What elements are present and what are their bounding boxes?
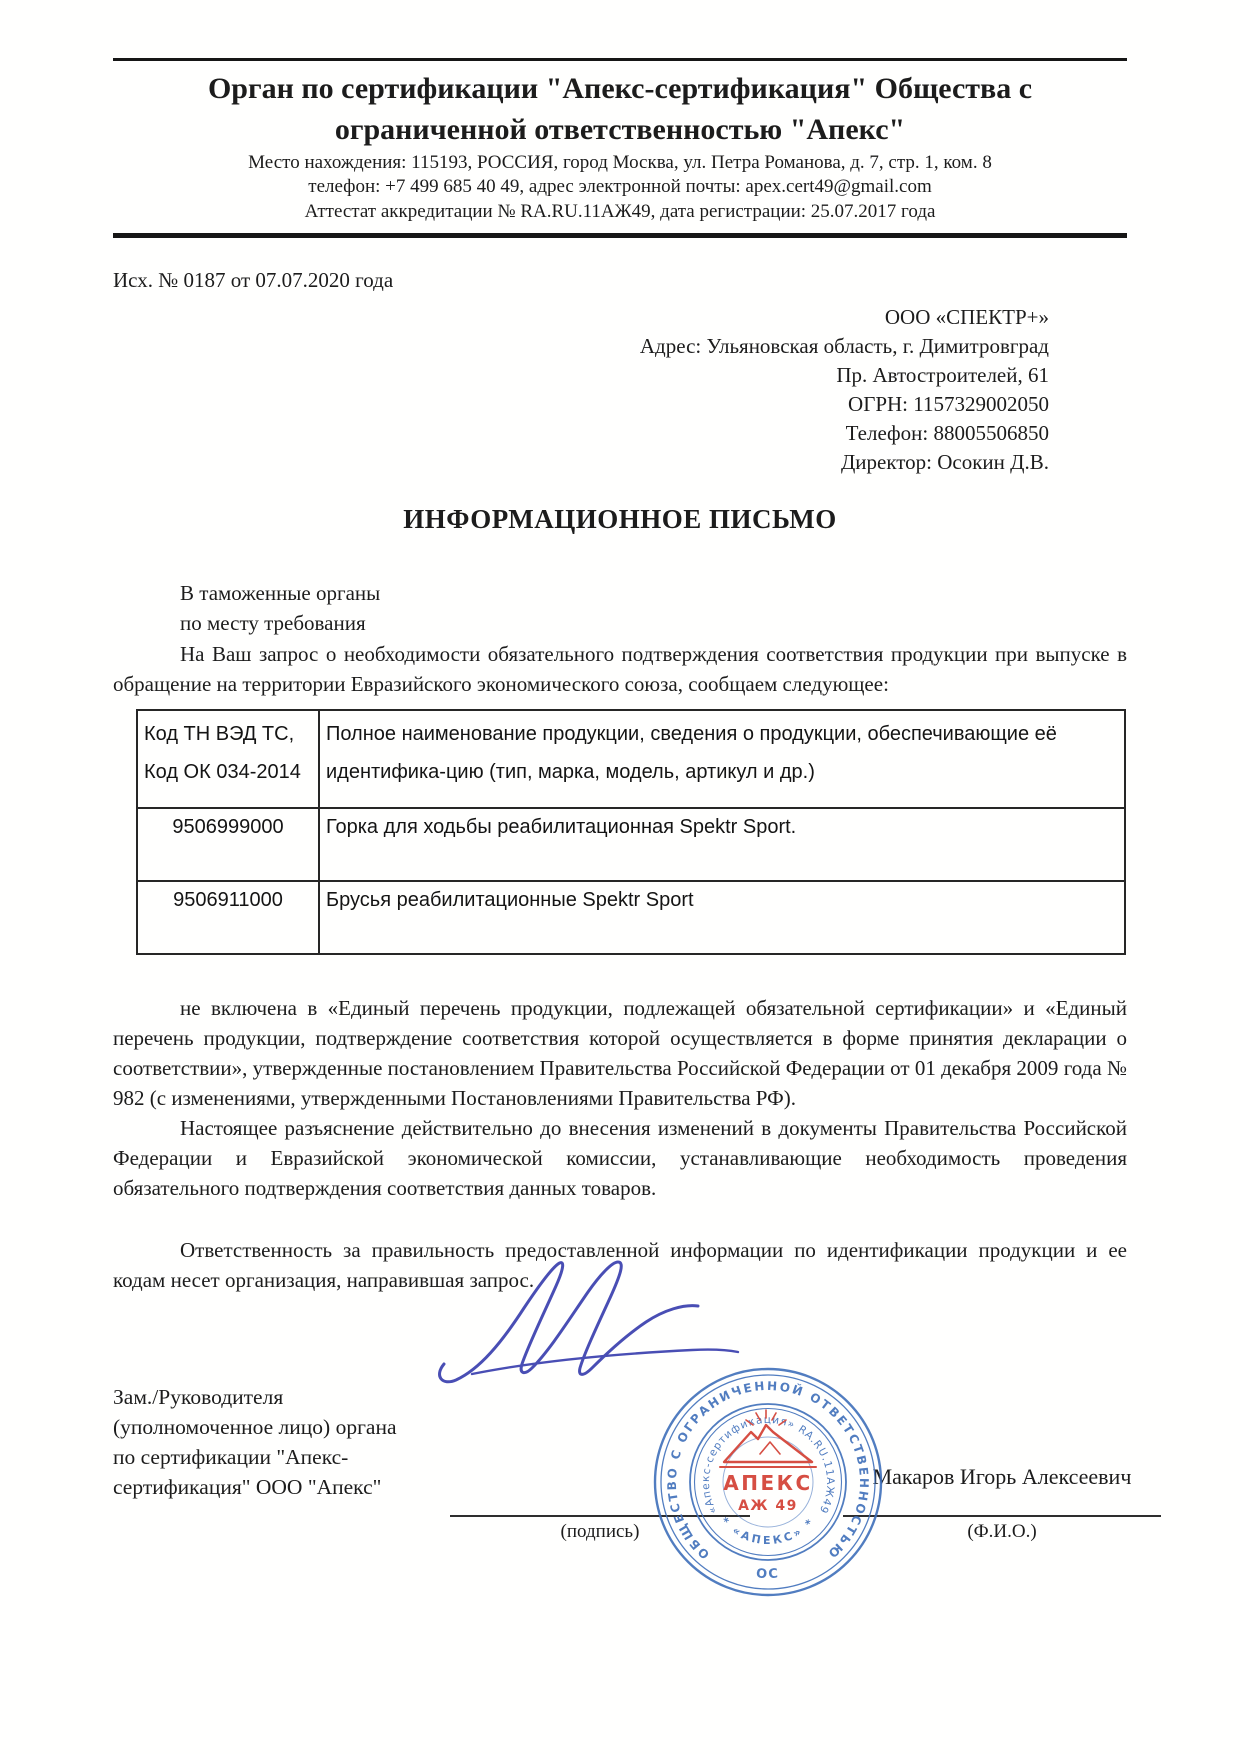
header-code-line: Код ТН ВЭД ТС, (144, 723, 295, 746)
document-title: ИНФОРМАЦИОННОЕ ПИСЬМО (403, 504, 837, 535)
position-line: сертификация" ООО "Апекс" (113, 1475, 382, 1500)
certification-stamp (648, 1362, 888, 1602)
header-name-line: Полное наименование продукции, сведения о продукции, обеспечивающие её (326, 723, 1057, 746)
header-name-line: идентифика-цию (тип, марка, модель, артикул и др.) (326, 761, 815, 784)
document-content (113, 58, 1127, 1295)
full-name-line (843, 1515, 1161, 1543)
full-name-caption: (Ф.И.О.) (967, 1521, 1037, 1542)
position-line: Зам./Руководителя (113, 1385, 284, 1409)
signatory-position-block (113, 1382, 473, 1502)
product-name-cell: Брусья реабилитационные Spektr Sport (319, 881, 1125, 954)
product-name-cell: Горка для ходьбы реабилитационная Spektr Sport. (319, 808, 1125, 881)
stamp-center-name: АПЕКС (723, 1471, 813, 1495)
svg-text:* «АПЕКС» * (718, 1515, 818, 1547)
intro-paragraph: На Ваш запрос о необходимости обязательного подтверждения соответствия продукции при выпуске в обращение на территории Евразийского экономического союза, сообщаем следующее: (113, 642, 1127, 697)
recipient-block (113, 303, 1127, 477)
recipient-line: Директор: Осокин Д.В. (840, 449, 1049, 474)
letterhead-title: Орган по сертификации "Апекс-сертификация" Общества с ограниченной ответственностью "Апекс" (207, 72, 1033, 146)
stamp-outer-ring-text: ОБЩЕСТВО С ОГРАНИЧЕННОЙ ОТВЕТСТВЕННОСТЬЮ (664, 1378, 872, 1562)
signer-full-name: Макаров Игорь Алексеевич (872, 1464, 1132, 1489)
position-line: (уполномоченное лицо) органа (113, 1415, 397, 1440)
letterhead-address: Место нахождения: 115193, РОССИЯ, город Москва, ул. Петра Романова, д. 7, стр. 1, ком. 8 (248, 151, 992, 173)
code-cell: 9506999000 (137, 808, 319, 881)
letterhead-contact: телефон: +7 499 685 40 49, адрес электронной почты: apex.cert49@gmail.com (308, 176, 932, 198)
recipient-line: Телефон: 88005506850 (845, 420, 1049, 445)
recipient-line: Пр. Автостроителей, 61 (836, 362, 1049, 387)
paragraph-validity: Настоящее разъяснение действительно до внесения изменений в документы Правительства Российской Федерации и Евразийской экономической комиссии, устанавливающие необходимость проведения обязательного подтверждения соответствия данных товаров. (113, 1116, 1127, 1201)
paragraph-not-included: не включена в «Единый перечень продукции, подлежащей обязательной сертификации» и «Единый перечень продукции, подтверждение соответствия которой осуществляется в форме принятия декларации о соответствии», утвержденные постановлением Правительства Российской Федерации от 01 декабря 2009 года № 982 (с изменениями, утвержденными Постановлениями Правительства РФ). (113, 996, 1127, 1111)
code-cell: 9506911000 (137, 881, 319, 954)
header-code-line: Код ОК 034-2014 (144, 761, 301, 784)
table-row (137, 808, 1125, 881)
paragraph-responsibility: Ответственность за правильность предоставленной информации по идентификации продукции и ее кодам несет организация, направившая запрос. (113, 1238, 1127, 1293)
letterhead-accreditation: Аттестат аккредитации № RA.RU.11АЖ49, дата регистрации: 25.07.2017 года (304, 200, 936, 222)
header-cell-codes (137, 710, 319, 808)
addressee-line: В таможенные органы (180, 581, 381, 606)
svg-text:ОС (756, 1566, 781, 1582)
table-header-row (137, 710, 1125, 808)
stamp-inner-ring-text: «Апекс-сертификация» RA.RU.11АЖ49 (699, 1413, 837, 1516)
recipient-line: Адрес: Ульяновская область, г. Димитровград (639, 333, 1049, 358)
stamp-center-code: АЖ 49 (738, 1498, 798, 1514)
addressee-line: по месту требования (180, 611, 366, 636)
recipient-line: ОГРН: 1157329002050 (848, 391, 1049, 416)
stamp-outer-bottom-text: ОС (755, 1566, 781, 1583)
signature-caption: (подпись) (560, 1521, 640, 1542)
product-codes-table (136, 709, 1126, 955)
mountain-detail (760, 1442, 780, 1454)
stamp-inner-bottom-text: * «АПЕКС» * (717, 1514, 819, 1548)
stamp-center-text (723, 1471, 812, 1514)
table-row (137, 881, 1125, 954)
position-line: по сертификации "Апекс- (113, 1445, 349, 1470)
outgoing-reference: Исх. № 0187 от 07.07.2020 года (113, 267, 394, 292)
header-cell-product-name (319, 710, 1125, 808)
addressee-block (180, 579, 1127, 639)
recipient-line: ООО «СПЕКТР+» (884, 304, 1049, 329)
letterhead (113, 58, 1127, 238)
